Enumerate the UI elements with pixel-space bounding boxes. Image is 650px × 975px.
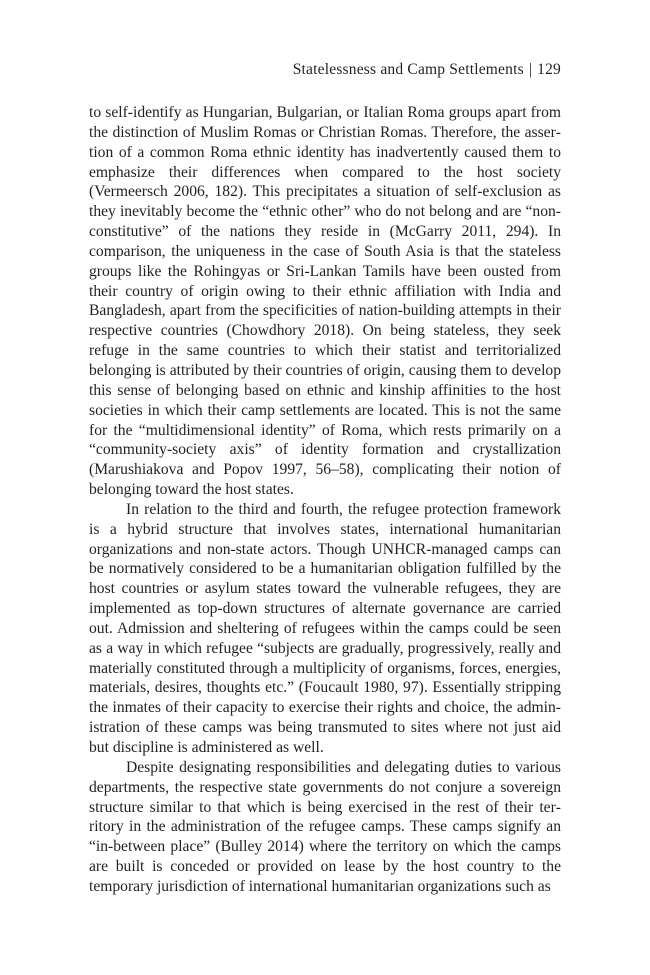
running-title: Statelessness and Camp Settlements	[292, 61, 524, 78]
body-text	[89, 103, 561, 897]
paragraph-camp-administration: Despite designating responsibilities and delegating duties to various departments, the respective state governments do not conjure a sovereign structure similar to that which is being exercised in the rest of their territory in the administration of the refugee camps. These camps signify an “in-between place” (Bulley 2014) where the territory on which the camps are built is conceded or provided on lease by the host country to the temporary jurisdiction of international humanitarian organizations such as	[89, 758, 561, 895]
header-separator: |	[528, 61, 533, 78]
page-number: 129	[537, 61, 561, 78]
paragraph-refugee-protection: In relation to the third and fourth, the refugee protection framework is a hybrid structure that involves states, international humanitarian organizations and non-state actors. Though UNHCR-managed camps can be normatively considered to be a humanitarian obligation fulfilled by the host countries or asylum states toward the vulnerable refugees, they are implemented as top-down structures of alternate governance are carried out. Admission and sheltering of refugees within the camps could be seen as a way in which refugee “subjects are gradually, progressively, really and materially constituted through a multiplicity of organisms, forces, energies, materials, desires, thoughts etc.” (Foucault 1980, 97). Essentially stripping the inmates of their capacity to exercise their rights and choice, the administration of these camps was being transmuted to sites where not just aid but discipline is administered as well.	[89, 500, 561, 756]
running-head	[293, 61, 561, 79]
paragraph-continued: to self-identify as Hungarian, Bulgarian, or Italian Roma groups apart from the distinction of Muslim Romas or Christian Romas. Therefore, the assertion of a common Roma ethnic identity has inadvertently caused them to emphasize their differences when compared to the host society (Vermeersch 2006, 182). This precipitates a situation of self-exclusion as they inevitably become the “ethnic other” who do not belong and are “non-constitutive” of the nations they reside in (McGarry 2011, 294). In comparison, the uniqueness in the case of South Asia is that the stateless groups like the Rohingyas or Sri-Lankan Tamils have been ousted from their country of origin owing to their ethnic affiliation with India and Bangladesh, apart from the specificities of nation-building attempts in their respective countries (Chowdhory 2018). On being stateless, they seek refuge in the same countries to which their statist and territorialized belonging is attributed by their countries of origin, causing them to develop this sense of belonging based on ethnic and kinship affinities to the host societies in which their camp settlements are located. This is not the same for the “multidimensional identity” of Roma, which rests primarily on a “community-society axis” of identity formation and crystallization (Marushiakova and Popov 1997, 56–58), complicating their notion of belonging toward the host states.	[89, 104, 561, 499]
